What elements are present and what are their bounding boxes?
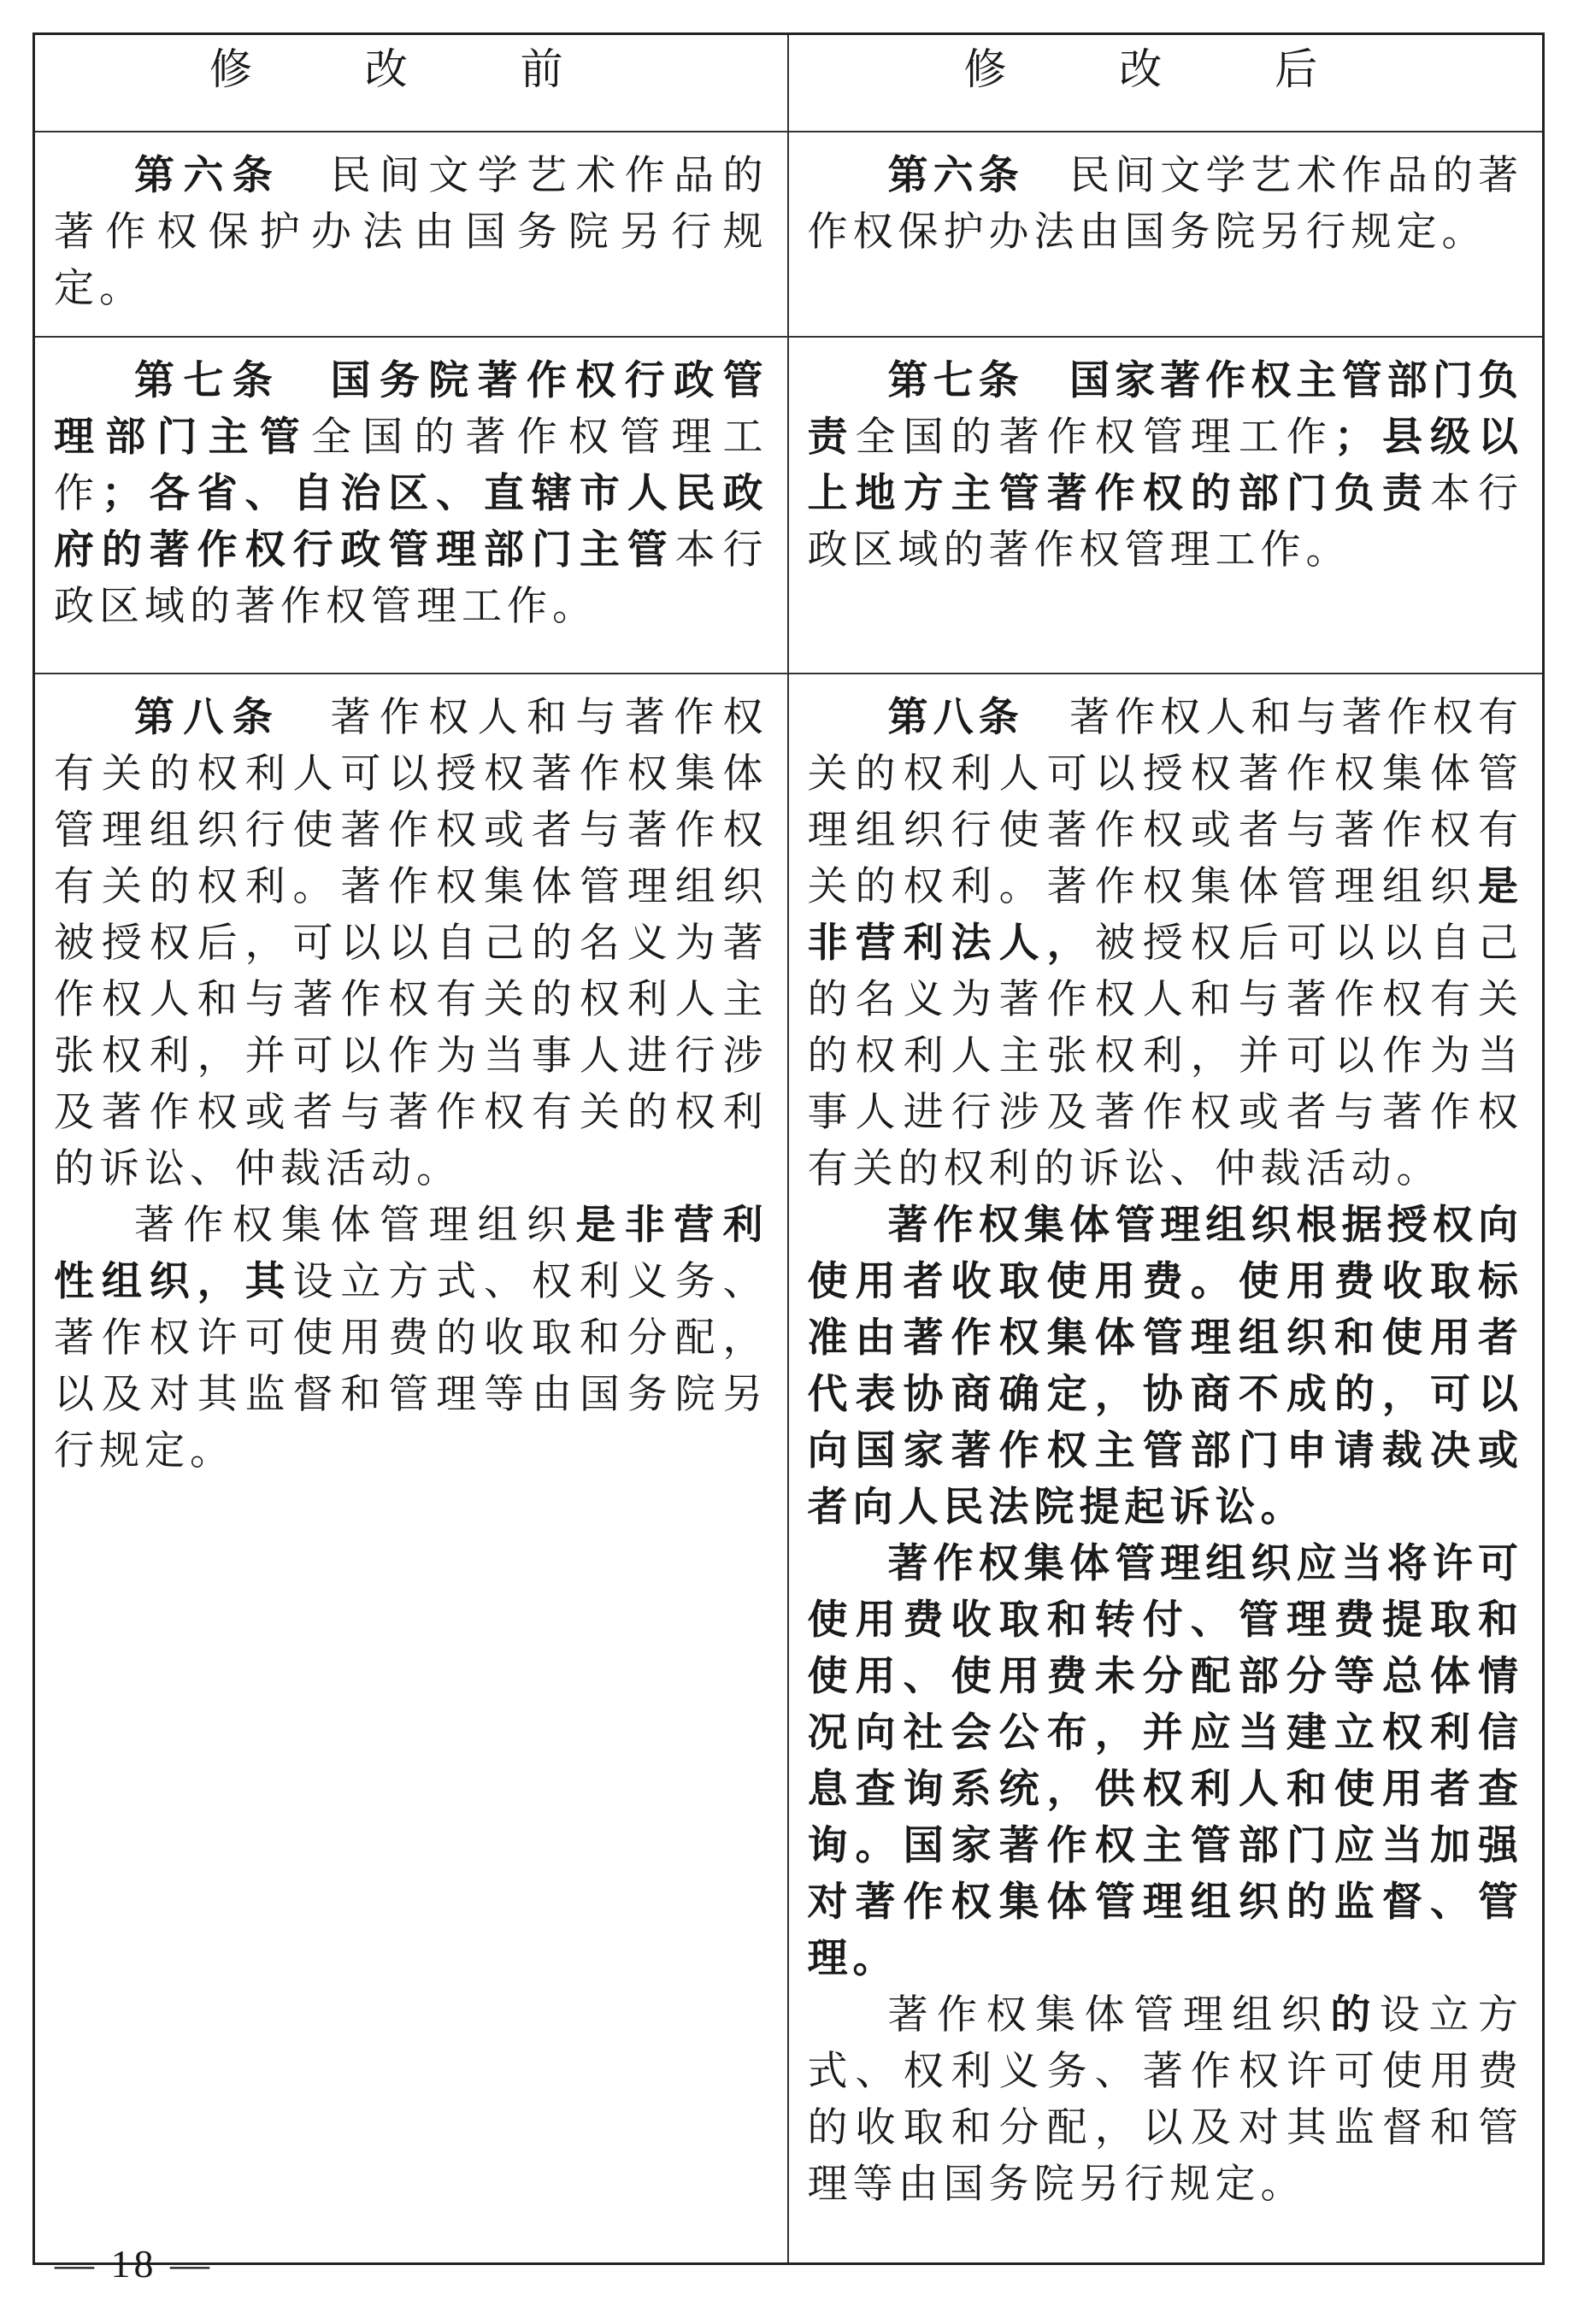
- article-paragraph: [808, 353, 1524, 579]
- article-8-after: [788, 674, 1544, 2264]
- bold-text-run: 的: [1330, 1992, 1380, 2039]
- bold-text-run: 第七条 国务院著作权行政管理部门主管: [54, 357, 768, 461]
- article-6-before: [34, 132, 788, 337]
- text-run: 全国的著作权管理工作: [54, 414, 768, 517]
- text-run: 设立方式、权利义务、著作权许可使用费的收取和分配，以及对其监督和管理等由国务院另行规定。: [807, 1992, 1524, 2208]
- text-run: 著作权集体管理组织: [887, 1992, 1331, 2039]
- text-run: 全国的著作权管理工作: [855, 414, 1334, 461]
- article-paragraph: [808, 690, 1524, 1197]
- bold-text-run: 第六条: [887, 152, 1024, 199]
- text-run: 著作权集体管理组织: [134, 1202, 576, 1249]
- article-paragraph: [54, 1197, 768, 1480]
- article-7-row: [34, 337, 1544, 674]
- header-row: [34, 34, 1544, 132]
- bold-text-run: 是非营利性组织，其: [54, 1202, 768, 1305]
- text-run: 本行政区域的著作权管理工作。: [807, 470, 1524, 574]
- article-paragraph: [808, 1536, 1524, 1987]
- bold-text-run: 第六条: [134, 152, 282, 199]
- text-run: 著作权人和与著作权有关的权利人可以授权著作权集体管理组织行使著作权或者与著作权有关的权利。著作权集体管理组织被授权后，可以以自己的名义为著作权人和与著作权有关的权利人主张权利，并可以作为当事人进行涉及著作权或者与著作权有关的权利的诉讼、仲裁活动。: [54, 694, 768, 1192]
- article-7-before: [34, 337, 788, 674]
- article-paragraph: [54, 353, 768, 635]
- header-before: 修 改 前: [34, 34, 788, 132]
- article-paragraph: [808, 1197, 1524, 1536]
- article-8-row: [34, 674, 1544, 2264]
- article-paragraph: [808, 1987, 1524, 2213]
- text-run: 民间文学艺术作品的著作权保护办法由国务院另行规定。: [807, 152, 1524, 256]
- text-run: 民间文学艺术作品的著作权保护办法由国务院另行规定。: [54, 152, 768, 312]
- article-paragraph: [808, 148, 1524, 261]
- bold-text-run: 著作权集体管理组织应当将许可使用费收取和转付、管理费提取和使用、使用费未分配部分等总体情况向社会公布，并应当建立权利信息查询系统，供权利人和使用者查询。国家著作权主管部门应当加强对著作权集体管理组织的监督、管理。: [807, 1540, 1523, 1982]
- bold-text-run: ；各省、自治区、直辖市人民政府的著作权行政管理部门主管: [54, 470, 768, 574]
- text-run: 设立方式、权利义务、著作权许可使用费的收取和分配，以及对其监督和管理等由国务院另行规定。: [54, 1258, 768, 1474]
- text-run: 著作权人和与著作权有关的权利人可以授权著作权集体管理组织行使著作权或者与著作权有关的权利。著作权集体管理组织: [807, 694, 1524, 910]
- bold-text-run: 著作权集体管理组织根据授权向使用者收取使用费。使用费收取标准由著作权集体管理组织和使用者代表协商确定，协商不成的，可以向国家著作权主管部门申请裁决或者向人民法院提起诉讼。: [807, 1202, 1523, 1531]
- header-after: 修 改 后: [788, 34, 1544, 132]
- bold-text-run: 是非营利法人，: [807, 863, 1523, 967]
- article-paragraph: [54, 148, 768, 317]
- article-7-after: [788, 337, 1544, 674]
- article-6-after: [788, 132, 1544, 337]
- bold-text-run: 第八条: [134, 694, 282, 741]
- article-6-row: [34, 132, 1544, 337]
- text-run: 本行政区域的著作权管理工作。: [54, 527, 768, 630]
- article-8-before: [34, 674, 788, 2264]
- bold-text-run: 第八条: [887, 694, 1024, 741]
- comparison-table: [32, 32, 1545, 2265]
- article-paragraph: [54, 690, 768, 1197]
- bold-text-run: 第七条 国家著作权主管部门负责: [807, 357, 1523, 461]
- text-run: 被授权后可以以自己的名义为著作权人和与著作权有关的权利人主张权利，并可以作为当事人进行涉及著作权或者与著作权有关的权利的诉讼、仲裁活动。: [807, 920, 1524, 1192]
- page-number: — 18 —: [55, 2242, 213, 2286]
- bold-text-run: ；县级以上地方主管著作权的部门负责: [807, 414, 1524, 517]
- amendment-comparison-page: [32, 32, 1542, 2265]
